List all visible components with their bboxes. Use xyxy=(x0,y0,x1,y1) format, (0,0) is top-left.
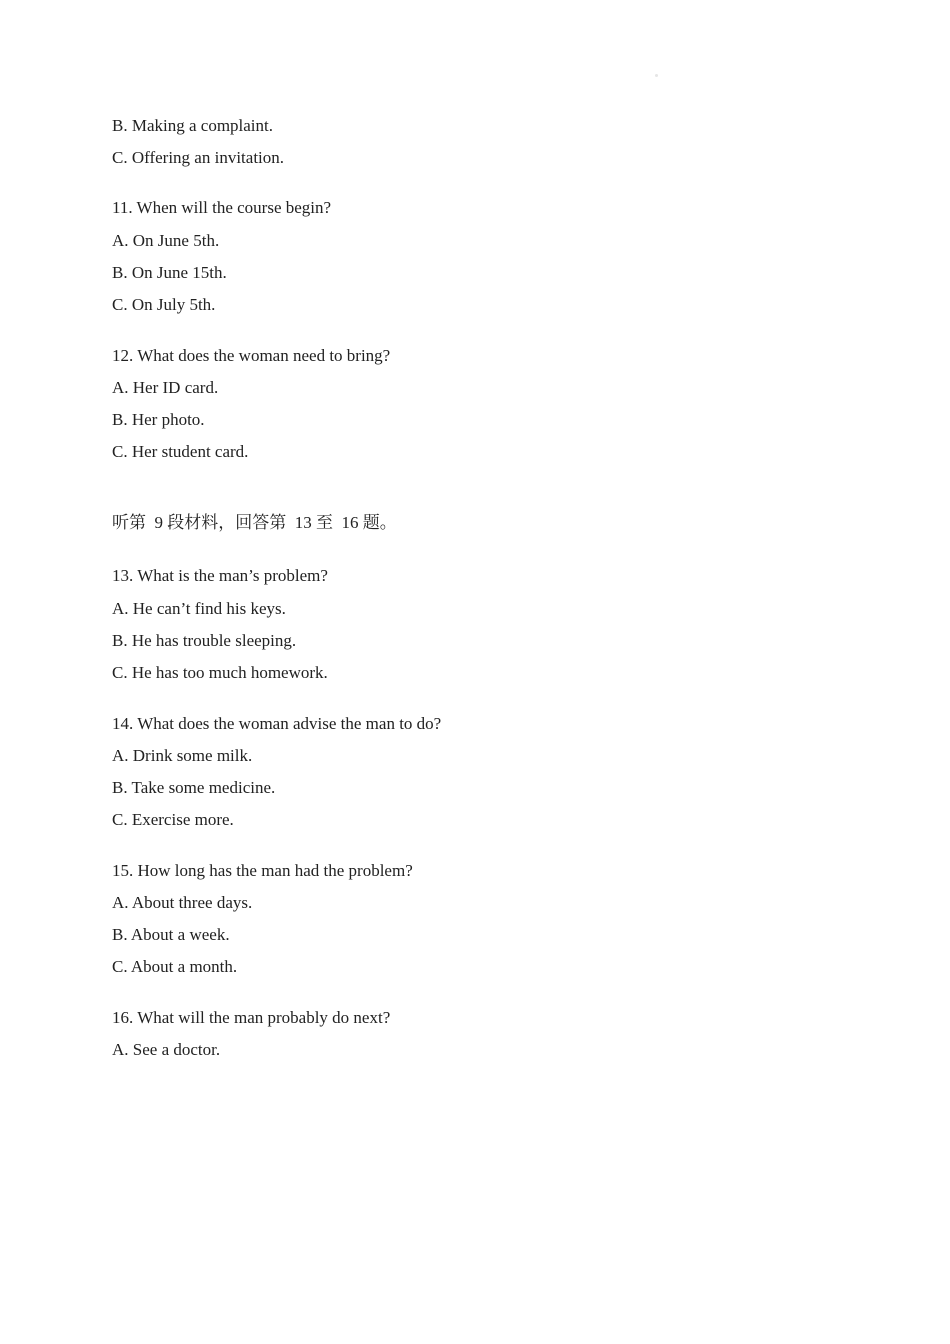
option-15-a: A. About three days. xyxy=(112,893,253,912)
option-12-b: B. Her photo. xyxy=(112,410,205,429)
question-12: 12. What does the woman need to bring? xyxy=(112,346,391,365)
question-16: 16. What will the man probably do next? xyxy=(112,1008,391,1027)
option-14-c: C. Exercise more. xyxy=(112,810,234,829)
question-13: 13. What is the man’s problem? xyxy=(112,566,328,585)
question-15: 15. How long has the man had the problem? xyxy=(112,861,413,880)
option-16-a: A. See a doctor. xyxy=(112,1040,221,1059)
option-12-c: C. Her student card. xyxy=(112,442,249,461)
option-10-c: C. Offering an invitation. xyxy=(112,148,285,167)
option-13-a: A. He can’t find his keys. xyxy=(112,599,286,618)
option-13-b: B. He has trouble sleeping. xyxy=(112,631,297,650)
option-15-c: C. About a month. xyxy=(112,957,238,976)
option-10-b: B. Making a complaint. xyxy=(112,116,274,135)
option-15-b: B. About a week. xyxy=(112,925,230,944)
option-13-c: C. He has too much homework. xyxy=(112,663,328,682)
option-11-b: B. On June 15th. xyxy=(112,263,227,282)
scan-mark xyxy=(655,74,658,77)
question-11: 11. When will the course begin? xyxy=(112,198,332,217)
option-11-c: C. On July 5th. xyxy=(112,295,216,314)
option-12-a: A. Her ID card. xyxy=(112,378,219,397)
question-14: 14. What does the woman advise the man to do? xyxy=(112,714,442,733)
option-11-a: A. On June 5th. xyxy=(112,231,220,250)
option-14-b: B. Take some medicine. xyxy=(112,778,276,797)
section-heading: 听第 9 段材料，回答第 13 至 16 题。 xyxy=(112,513,397,532)
option-14-a: A. Drink some milk. xyxy=(112,746,253,765)
